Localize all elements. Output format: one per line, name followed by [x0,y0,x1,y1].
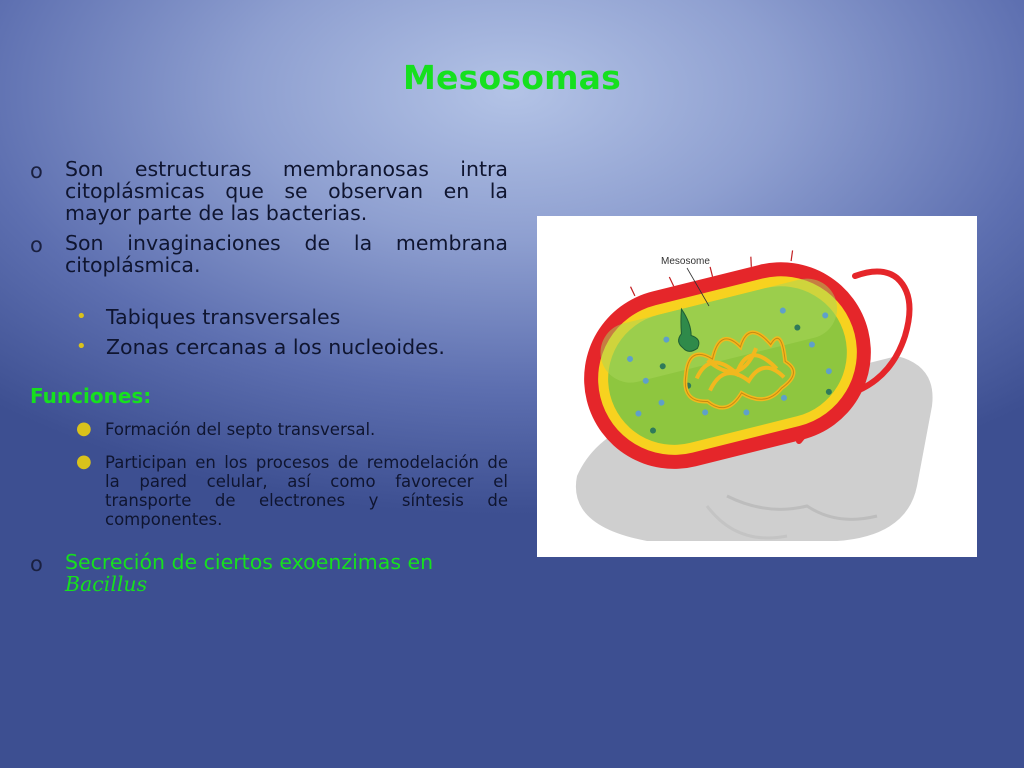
funciones-list [30,420,508,529]
dot-bullet-icon: ● [76,451,92,472]
slide-title: Mesosomas [403,58,621,97]
circle-bullet-icon: o [30,552,43,576]
bullet-final [30,551,508,595]
circle-bullet-icon: o [30,233,43,257]
dot-bullet-icon: ● [76,418,92,439]
bacterium-illustration [537,216,977,557]
funciones-item-1 [76,420,508,439]
bullet-final-italic: Bacillus [65,572,148,596]
funciones-item-2 [76,453,508,529]
bacterium-diagram-svg [537,216,977,557]
sub-bullet-list [30,302,508,362]
sub-bullet-1 [76,302,508,332]
funciones-item-1-text: Formación del septo transversal. [105,420,376,439]
funciones-item-2-text: Participan en los procesos de remodelación de la pared celular, así como favorecer el transporte de electrones y síntesis de componentes. [105,453,508,529]
mesosome-label: Mesosome [661,256,710,267]
bullet-2 [30,232,508,276]
bullet-2-text: Son invaginaciones de la membrana citoplásmica. [65,231,508,277]
sub-bullet-2-text: Zonas cercanas a los nucleoides. [106,335,445,359]
bullet-1-text: Son estructuras membranosas intra citoplásmicas que se observan en la mayor parte de las bacterias. [65,157,508,225]
bullet-1 [30,158,508,224]
sub-bullet-2 [76,332,508,362]
circle-bullet-icon: o [30,159,43,183]
text-column [30,158,508,603]
funciones-heading: Funciones: [30,384,152,408]
dot-bullet-icon: • [76,336,87,357]
dot-bullet-icon: • [76,306,87,327]
bullet-final-text: Secreción de ciertos exoenzimas en [65,550,434,574]
sub-bullet-1-text: Tabiques transversales [106,305,341,329]
